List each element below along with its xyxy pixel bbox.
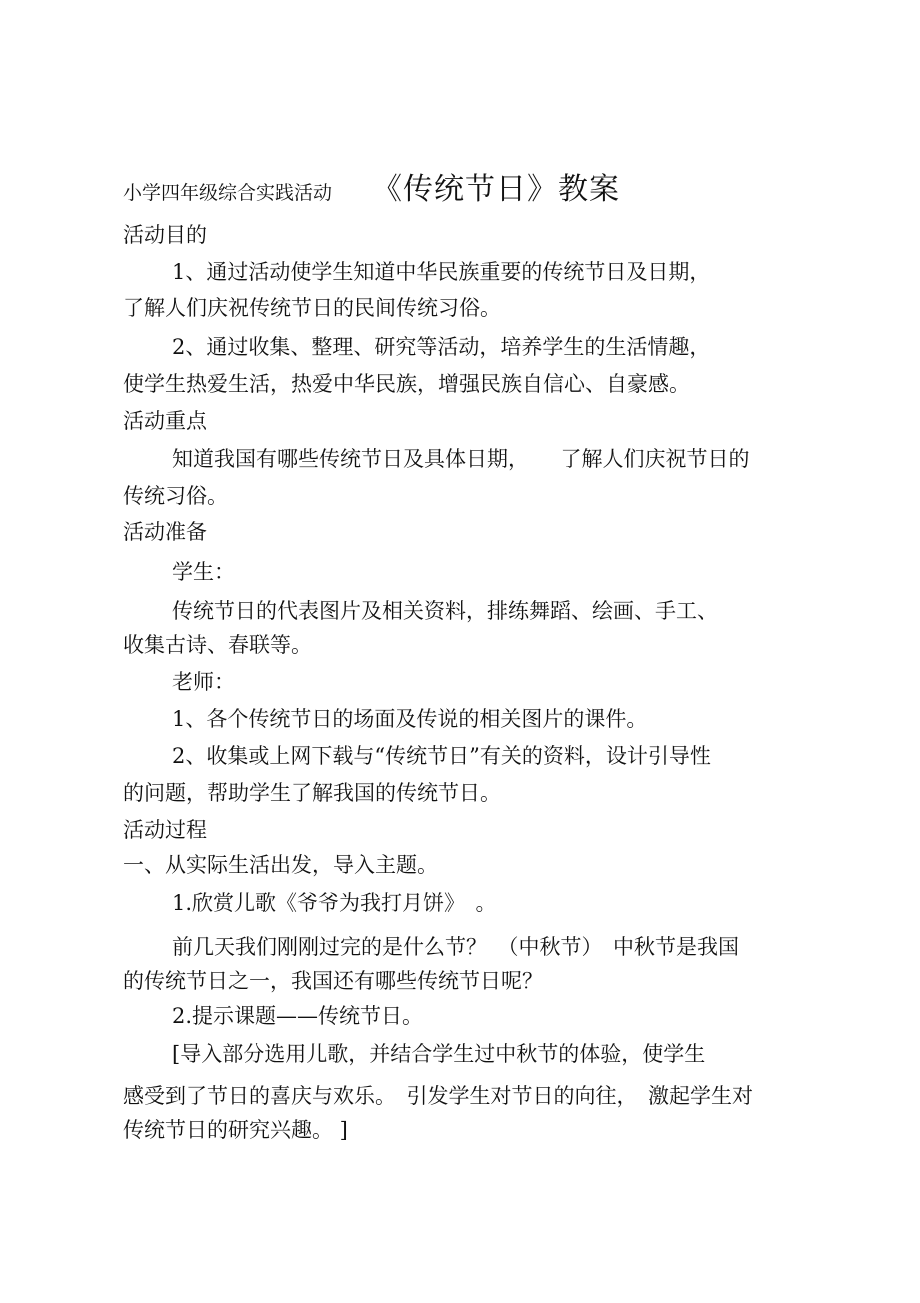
title-main: 《传统节日》教案 [372, 172, 621, 207]
section-heading-process: 活动过程 [123, 818, 207, 842]
section-heading-preparation: 活动准备 [123, 520, 207, 544]
paragraph-line: 传统习俗。 [123, 484, 228, 508]
subheading-students: 学生： [172, 560, 235, 584]
document-title [123, 172, 621, 208]
step-heading: 一、从实际生活出发，导入主题。 [123, 853, 438, 877]
paragraph-line: 前几天我们刚刚过完的是什么节？ （中秋节） 中秋节是我国 [172, 935, 739, 959]
paragraph-line: 2.提示课题——传统节日。 [172, 1004, 424, 1028]
paragraph-line: 2、通过收集、整理、研究等活动，培养学生的生活情趣， [172, 335, 711, 359]
paragraph-line: 2、收集或上网下载与“传统节日”有关的资料，设计引导性 [172, 744, 711, 768]
paragraph-line: 的传统节日之一，我国还有哪些传统节日呢？ [123, 969, 543, 993]
paragraph-line: 收集古诗、春联等。 [123, 633, 312, 657]
paragraph-line: 使学生热爱生活，热爱中华民族，增强民族自信心、自豪感。 [123, 372, 690, 396]
paragraph-line: [导入部分选用儿歌，并结合学生过中秋节的体验，使学生 [172, 1042, 706, 1066]
section-heading-purpose: 活动目的 [123, 223, 207, 247]
paragraph-line: 1.欣赏儿歌《爷爷为我打月饼》 。 [172, 891, 497, 915]
paragraph-line: 知道我国有哪些传统节日及具体日期， 了解人们庆祝节日的 [172, 447, 750, 471]
paragraph-line: 感受到了节日的喜庆与欢乐。 引发学生对节日的向往， 激起学生对 [123, 1084, 753, 1108]
paragraph-line: 了解人们庆祝传统节日的民间传统习俗。 [123, 296, 501, 320]
section-heading-focus: 活动重点 [123, 409, 207, 433]
subheading-teacher: 老师： [172, 670, 235, 694]
paragraph-line: 传统节日的研究兴趣。 ] [123, 1118, 348, 1142]
paragraph-line: 1、通过活动使学生知道中华民族重要的传统节日及日期， [172, 260, 711, 284]
paragraph-line: 1、各个传统节日的场面及传说的相关图片的课件。 [172, 707, 648, 731]
paragraph-line: 传统节日的代表图片及相关资料，排练舞蹈、绘画、手工、 [172, 599, 718, 623]
paragraph-line: 的问题，帮助学生了解我国的传统节日。 [123, 781, 501, 805]
title-prefix: 小学四年级综合实践活动 [123, 182, 333, 204]
